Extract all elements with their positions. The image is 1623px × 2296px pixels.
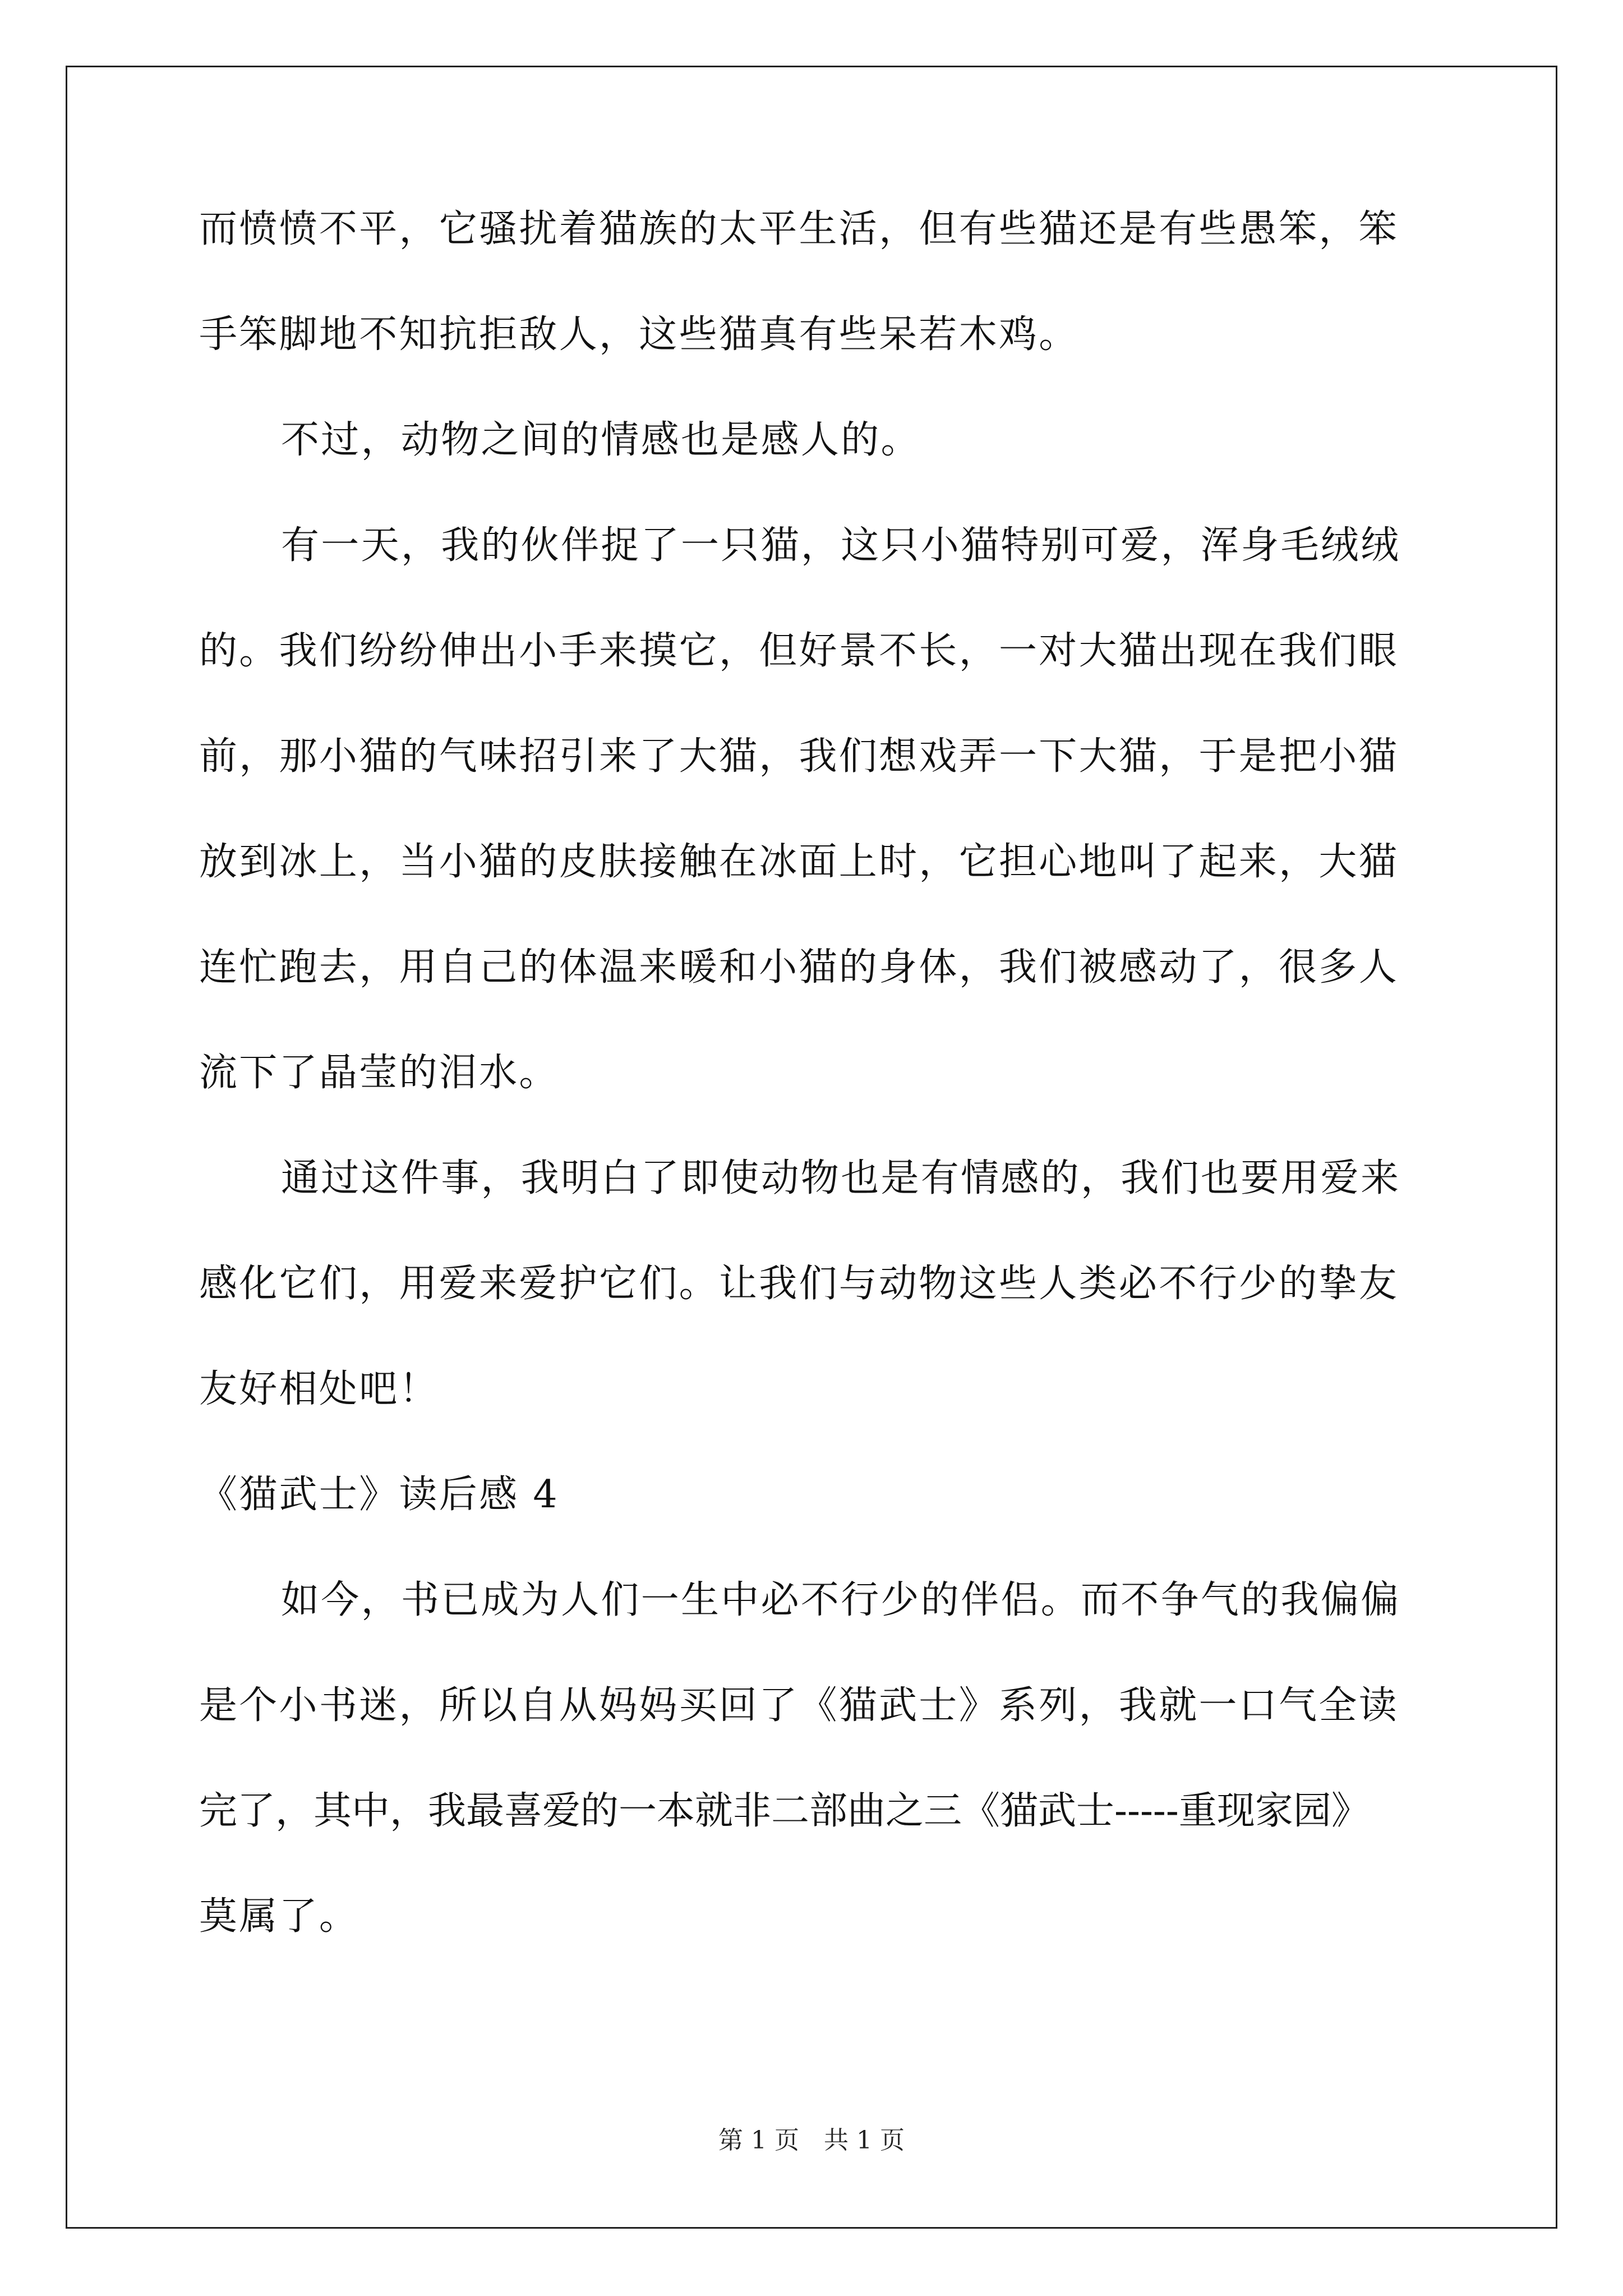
paragraph-line: 流下了晶莹的泪水。 xyxy=(199,1051,559,1095)
page-footer: 第 1 页 共 1 页 xyxy=(718,2126,905,2155)
paragraph-line: 放到冰上，当小猫的皮肤接触在冰面上时，它担心地叫了起来，大猫 xyxy=(199,840,1399,884)
paragraph-line: 手笨脚地不知抗拒敌人，这些猫真有些呆若木鸡。 xyxy=(199,312,1079,357)
paragraph-line: 前，那小猫的气味招引来了大猫，我们想戏弄一下大猫，于是把小猫 xyxy=(199,734,1399,779)
paragraph-line: 不过，动物之间的情感也是感人的。 xyxy=(281,418,921,462)
paragraph-line: 是个小书迷，所以自从妈妈买回了《猫武士》系列，我就一口气全读 xyxy=(199,1683,1399,1728)
paragraph-line: 的。我们纷纷伸出小手来摸它，但好景不长，一对大猫出现在我们眼 xyxy=(199,629,1399,673)
section-heading: 《猫武士》读后感 4 xyxy=(199,1473,559,1517)
paragraph-line: 而愤愤不平，它骚扰着猫族的太平生活，但有些猫还是有些愚笨，笨 xyxy=(199,207,1399,251)
paragraph-line: 连忙跑去，用自己的体温来暖和小猫的身体，我们被感动了，很多人 xyxy=(199,945,1399,990)
paragraph-line: 如今，书已成为人们一生中必不行少的伴侣。而不争气的我偏偏 xyxy=(281,1578,1401,1622)
paragraph-line: 有一天，我的伙伴捉了一只猫，这只小猫特别可爱，浑身毛绒绒 xyxy=(281,523,1401,568)
paragraph-line: 友好相处吧！ xyxy=(199,1367,439,1411)
paragraph-line: 感化它们，用爱来爱护它们。让我们与动物这些人类必不行少的挚友 xyxy=(199,1262,1399,1306)
paragraph-line: 完了，其中，我最喜爱的一本就非二部曲之三《猫武士-----重现家园》 xyxy=(199,1789,1370,1833)
paragraph-line: 通过这件事，我明白了即使动物也是有情感的，我们也要用爱来 xyxy=(281,1156,1401,1200)
paragraph-line: 莫属了。 xyxy=(199,1894,359,1939)
